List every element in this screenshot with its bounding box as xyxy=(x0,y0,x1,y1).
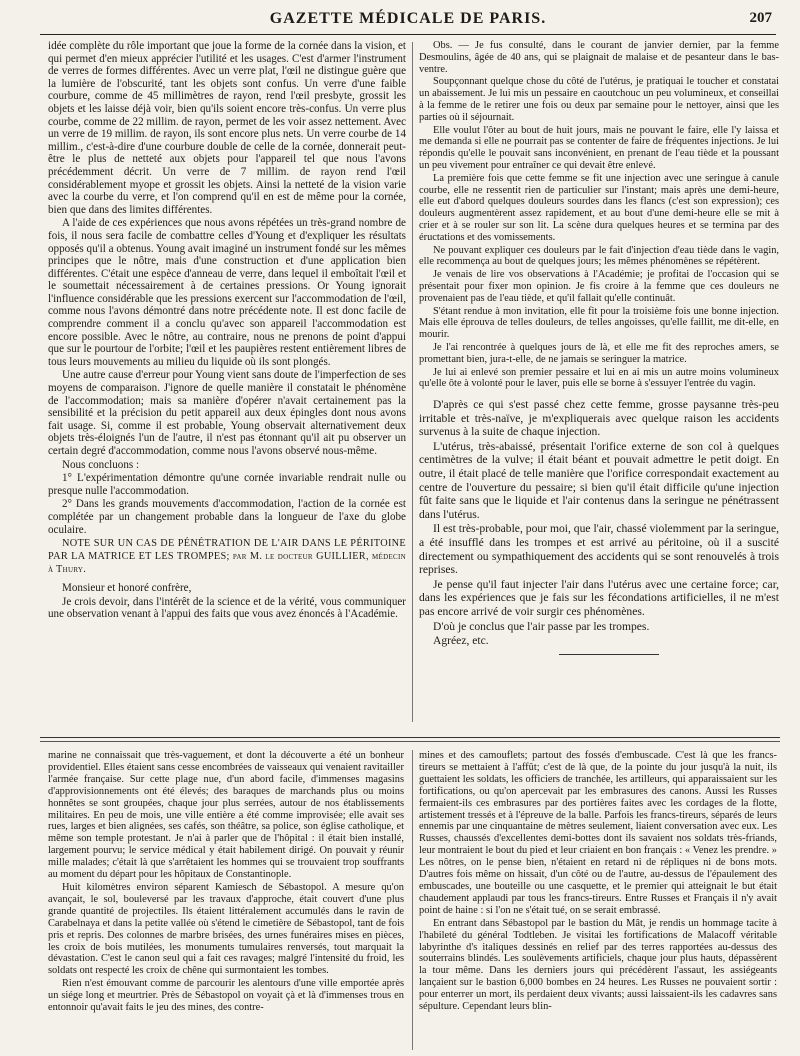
conclusion-item: 2° Dans les grands mouvements d'accommodation, l'action de la cornée est complétée par un changement probable dans la longueur de l'axe du globe oculaire. xyxy=(48,498,406,536)
observation-paragraph: Je lui ai enlevé son premier pessaire et lui en ai mis un autre moins volumineux qu'elle ôte à volonté pour le laver, puis elle se borne à s'essuyer l'entrée du vagin. xyxy=(419,366,779,390)
feuilleton-separator-thin xyxy=(40,741,780,742)
paragraph: L'utérus, très-abaissé, présentait l'orifice externe de son col à quelques centimètres de la vulve; il était béant et pouvait admettre le petit doigt. En outre, il était placé de telle manière que l'orifice correspondait exactement au centre de l'ouverture du pessaire; si bien qu'il était difficile qu'une injection fût faite sans que le liquide et l'air contenus dans la seringue ne pénétrassent dans l'utérus. xyxy=(419,439,779,521)
paragraph: A l'aide de ces expériences que nous avons répétées un très-grand nombre de fois, il nous sera facile de combattre celles d'Young et d'expliquer les résultats opposés qu'il a obtenus. Young avait imaginé un instrument fondé sur les mêmes principes que le nôtre, mais d'une construction et d'une application bien différentes. C'était une espèce d'anneau de verre, dans lequel il emboîtait l'œil et le soumettait nécessairement à de certaines pressions. Or Young ignorait l'influence considérable que les pressions exercent sur l'accommodation de l'œil, comme nous l'avons démontré dans notre précédente note. Il est donc facile de comprendre comment il a conclu qu'avec son appareil l'accommodation est encore possible. Avec le nôtre, au contraire, nous ne prenons de point d'appui que sur le pourtour de l'orbite; l'œil et les paupières restent entièrement libres de tous leurs mouvements au milieu du liquide où ils sont plongés. xyxy=(48,217,406,368)
closing: Agréez, etc. xyxy=(433,634,489,648)
paragraph: D'après ce qui s'est passé chez cette femme, grosse paysanne très-peu irritable et très-naïve, je m'expliquerais avec quelque raison les accidents survenus à la suite de chaque injection. xyxy=(419,398,779,439)
page-number: 207 xyxy=(749,10,772,26)
feuilleton-column-right xyxy=(419,750,777,1014)
observation-paragraph: Soupçonnant quelque chose du côté de l'utérus, je pratiquai le toucher et constatai un abaissement. Je lui mis un pessaire en caoutchouc un peu volumineux, et conseillai à la femme de le retirer une fois ou deux par semaine pour le nettoyer, ainsi que les parties où il séjournait. xyxy=(419,76,779,123)
salutation: Monsieur et honoré confrère, xyxy=(62,582,192,595)
paragraph: En entrant dans Sébastopol par le bastion du Mât, je rendis un hommage tacite à l'habileté du général Todtleben. Je visitai les fortifications de Malacoff véritable labyrinthe d's italiques dessinés en relief par des terres rapportées au-dessus des souterrains blindés. Les soulèvements artificiels, chaque jour plus hauts, dépassèrent la tour même. Dans les derniers jours qui précédèrent l'assaut, les assiégeants lançaient sur le bastion 6,000 bombes en 24 heures. Les Russes ne pouvaient sortir : pour enterrer un mort, ils perdaient deux vivants; aussi laissaient-ils les cadavres sans sépulture. Cependant leurs blin- xyxy=(419,917,777,1013)
paragraph: idée complète du rôle important que joue la forme de la cornée dans la vision, et qui permet d'en mieux apprécier l'utilité et les usages. C'est d'armer l'instrument de verres de formes différentes. Avec un verre plat, l'œil ne distingue guère que la lumière de l'obscurité, tant les objets sont confus. Un verre d'une faible courbure, comme de 45 millimètres de rayon, rend l'œil presbyte, grossit les objets et les laisse déjà voir, bien qu'ils soient encore très-confus. Un verre plus courbe, comme de 22 millim. de rayon, permet de les voir assez nettement. Avec un verre de 19 millim. de rayon, ils sont encore plus nets. Un verre courbe de 14 millim., c'est-à-dire d'une courbure double de celle de la cornée, donnerait peut-être le plus de netteté aux objets pour l'appareil tel que nous l'avons précédemment décrit. Un verre de 7 millim. de rayon rend l'œil considérablement myope et grossit les objets. Ainsi la netteté de la vision varie avec la courbe du verre, et l'on comprend qu'il en est de même pour la cornée, bien que dans des limites différentes. xyxy=(48,40,406,216)
paragraph: Je crois devoir, dans l'intérêt de la science et de la vérité, vous communiquer une observation venant à l'appui des faits que vous avez énoncés à l'Académie. xyxy=(48,595,406,621)
paragraph: Huit kilomètres environ séparent Kamiesch de Sébastopol. A mesure qu'on avançait, le sol, bouleversé par les travaux d'approche, était couvert d'une plus grande quantité de projectiles. Ils étaient littéralement accumulés dans le ravin de Carabelnaya et dans la petite vallée où s'étend le cimetière de Sébastopol, tant de fois pris et repris. Des colonnes de marbre brisées, des urnes funéraires mises en pièces, les croix de bois mutilées, les monuments tumulaires renversés, tout marquait la dévastation. C'est le canon seul qui a fait ces ravages; malgré l'intensité du froid, les soldats ont respecté les croix de chêne qui surmontaient les tombes. xyxy=(48,881,404,977)
paragraph: mines et des camouflets; partout des fossés d'embuscade. C'est là que les francs-tireurs se mettaient à l'affût; c'est de là que, de la pointe du jour jusqu'à la nuit, ils guettaient les soldats, les officiers de tranchée, les artilleurs, qui apparaissaient sur les fortifications, ou qu'on apercevait par les embrasures des canons. Aussi les Russes fermaient-ils ces embrasures par des portières faites avec les cordages de la flotte, artistement tressés et à l'épreuve de la balle. Parfois les francs-tireurs, séparés de leurs ennemis par une cinquantaine de mètres seulement, liaient conversation avec eux. Les Russes, chaussés d'excellentes demi-bottes dont ils savaient nos soldats très-friands, leur montraient le bout du pied et leur criaient en bon français : « Venez les prendre. » Les nôtres, on le pense bien, n'étaient en retard ni de répliques ni de bons mots. D'autres fois même on hissait, d'un côté ou de l'autre, au-dessus de l'épaulement des embuscades, une bouteille ou une casquette, et le premier qui atteignait le but était chaudement applaudi par tous les francs-tireurs. Entre Russes et Français il n'y avait point de haine : si l'on ne s'était tué, on se serait embrassé. xyxy=(419,750,777,916)
end-rule xyxy=(559,654,659,655)
column-divider xyxy=(412,42,413,722)
page-header xyxy=(40,6,776,35)
article-column-left xyxy=(48,40,406,622)
column-divider-bottom xyxy=(412,750,413,1050)
conclusion-item: 1° L'expérimentation démontre qu'une cornée invariable rendrait nulle ou presque nulle l'accommodation. xyxy=(48,472,406,497)
feuilleton-column-left xyxy=(48,750,404,1015)
observation-paragraph: Obs. — Je fus consulté, dans le courant de janvier dernier, par la femme Desmoulins, âgée de 40 ans, qui se plaignait de malaise et de pesanteur dans le bas-ventre. xyxy=(419,40,779,75)
journal-title: GAZETTE MÉDICALE DE PARIS. xyxy=(269,10,547,27)
paragraph: Une autre cause d'erreur pour Young vient sans doute de l'imperfection de ses moyens de comparaison. J'ignore de quelle manière il constatait le phénomène de l'accommodation; mais sa manière d'opérer n'avait certainement pas la sensibilité et la précision du petit appareil aux deux épingles dont nous avons fait usage. Si, comme il est probable, Young observait alternativement deux objets très-éloignés l'un de l'autre, il n'est pas étonnant qu'il ait pu observer un certain degré d'accommodation, comme nous l'avons observé nous-même. xyxy=(48,369,406,457)
observation-paragraph: S'étant rendue à mon invitation, elle fit pour la troisième fois une bonne injection. Mais elle éprouva de telles douleurs, de telles angoisses, qu'elle faillit, me dit-elle, en mourir. xyxy=(419,305,779,341)
observation-paragraph: Je venais de lire vos observations à l'Académie; je profitai de l'occasion qui se présentait pour fixer mon opinion. Je fis croire à la femme que ces douleurs ne provenaient pas de l'eau tiède, et qu'il fallait qu'elle continuât. xyxy=(419,269,779,304)
observation-paragraph: La première fois que cette femme se fit une injection avec une seringue à canule courbe, elle ne ressentit rien de particulier sur l'instant; mais après une demi-heure, elle eut d'abord quelques douleurs sourdes dans les flancs (c'est son expression); ces douleurs augmentèrent assez rapidement, et au bout d'une demi-heure elle se mit à crier et à se rouler sur son lit. La scène dura quelques heures et se termina par des éructations et des vomissements. xyxy=(419,172,779,243)
paragraph: D'où je conclus que l'air passe par les trompes. xyxy=(433,619,650,633)
paragraph: Rien n'est émouvant comme de parcourir les alentours d'une ville emportée après un siége long et meurtrier. Près de Sébastopol on voyait çà et là d'immenses trous en entonnoir qu'avait faits le jeu des mines, des contre- xyxy=(48,978,404,1014)
observation-paragraph: Je l'ai rencontrée à quelques jours de là, et elle me fit des reproches amers, se promettant bien, jura-t-elle, de ne jamais se seringuer la matrice. xyxy=(419,341,779,365)
paragraph: Il est très-probable, pour moi, que l'air, chassé violemment par la seringue, a été insufflé dans les trompes et est arrivé au péritoine, où il a suscité directement ou sympathiquement des accidents qui se sont renouvelés à trois reprises. xyxy=(419,522,779,577)
feuilleton-separator xyxy=(40,737,780,738)
article-column-right xyxy=(419,40,779,655)
observation-paragraph: Elle voulut l'ôter au bout de huit jours, mais ne pouvant le faire, elle l'y laissa et me demanda si elle ne pourrait pas se contenter de faire de fréquentes injections. Je lui répondis qu'elle le pouvait sans inconvénient, en prenant de l'eau tiède et la poussant un peu vivement pour entraîner ce qui devait être enlevé. xyxy=(419,124,779,171)
observation-paragraph: Ne pouvant expliquer ces douleurs par le fait d'injection d'eau tiède dans le vagin, elle recommença au bout de quelques jours; les mêmes phénomènes se répétèrent. xyxy=(419,244,779,268)
paragraph: marine ne connaissait que très-vaguement, et dont la découverte a été un bonheur providentiel. Elles étaient sans cesse encombrées de vaisseaux qui venaient ravitailler l'armée française. Sur cette plage nue, d'un abord facile, d'immenses magasins d'approvisionnements ont été élevés; des baraques de marchands plus ou moins honnêtes se sont groupées, chaque jour plus serrées, autour de nos établissements militaires. En peu de mois, une ville entière a été comme improvisée; elle avait ses rues, larges et bien alignées, ses cafés, son théâtre, sa police, son église catholique, et même son temple protestant. Je n'ai à parler que de l'hôpital : il était bien installé, largement pourvu; le service médical y était habilement dirigé. On pouvait y réunir mille malades; c'était là que s'arrêtaient les hommes qui se trouvaient trop souffrants au moment du départ pour les hôpitaux de Constantinople. xyxy=(48,750,404,881)
paragraph: Nous concluons : xyxy=(62,458,140,471)
note-title: NOTE SUR UN CAS DE PÉNÉTRATION DE L'AIR DANS LE PÉRITOINE PAR LA MATRICE ET LES TROMPES; par M. le docteur GUILLIER, médecin à Thury. xyxy=(48,538,406,576)
paragraph: Je pense qu'il faut injecter l'air dans l'utérus avec une certaine force; car, dans les expériences que je fais sur les fécondations artificielles, il ne m'est pas encore arrivé de voir surgir ces phénomènes. xyxy=(419,577,779,619)
